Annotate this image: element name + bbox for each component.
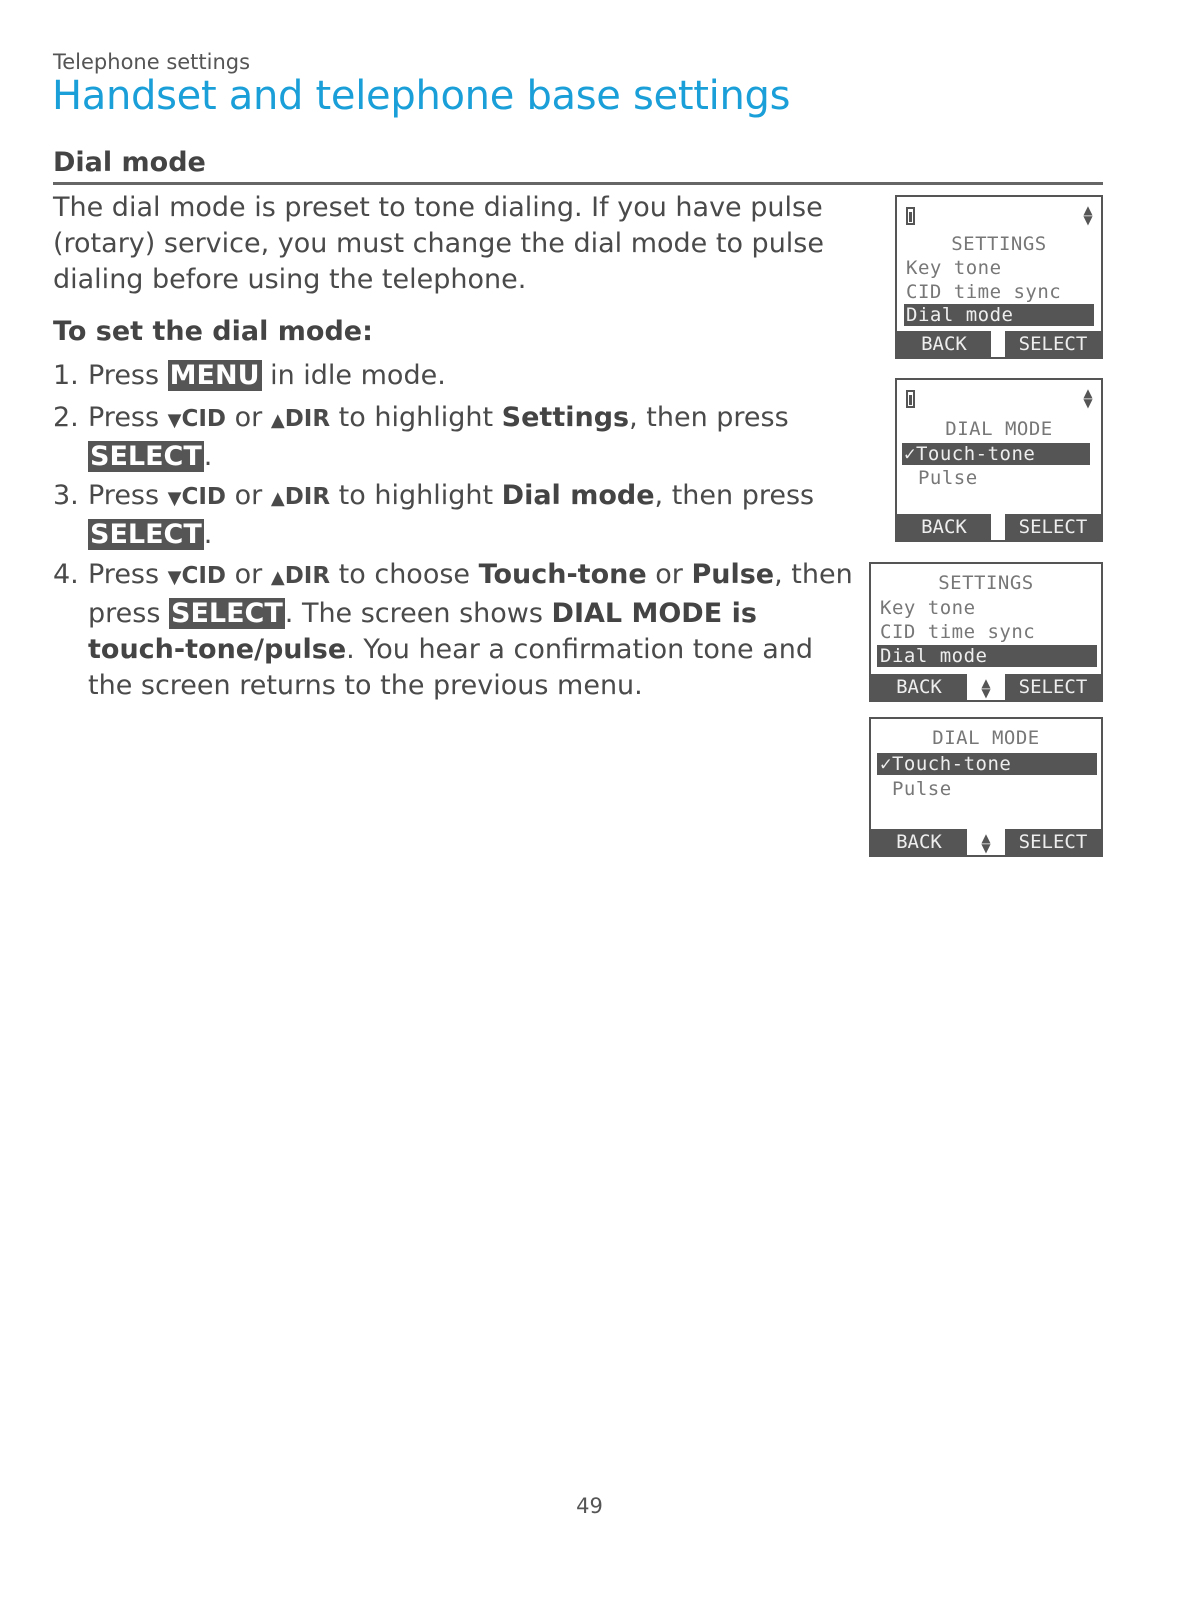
step-text: or [655, 559, 683, 590]
cid-key [168, 484, 226, 510]
screen-title: DIAL MODE [932, 727, 1040, 749]
step-text: or [234, 402, 263, 433]
handset-settings-screen [895, 195, 1103, 359]
select-softkey: SELECT [1005, 829, 1101, 855]
handset-dial-mode-screen [895, 378, 1103, 542]
step-text: , then press [629, 402, 789, 433]
up-arrow-icon: ▲ [270, 488, 285, 509]
step-number: 3. [53, 480, 79, 511]
section-title: Dial mode [53, 147, 206, 178]
down-arrow-icon: ▼ [167, 410, 182, 431]
scroll-arrows-icon: ▲ ▼ [981, 831, 991, 855]
menu-line: Pulse [906, 467, 978, 489]
step-number: 4. [53, 559, 79, 590]
scroll-arrows-icon: ▲ ▼ [1083, 386, 1093, 410]
menu-line-highlighted: ✓Touch-tone [877, 753, 1097, 775]
cid-label: CID [181, 406, 227, 432]
step-text: Press [88, 480, 160, 511]
screen-title: DIAL MODE [945, 418, 1053, 440]
confirmation-message: DIAL MODE is touch-tone/pulse [88, 598, 757, 665]
option-pulse: Pulse [691, 559, 775, 590]
step-text: to highlight [338, 402, 494, 433]
menu-line: CID time sync [906, 281, 1062, 303]
step-text: , then press [88, 559, 853, 629]
cid-label: CID [181, 484, 227, 510]
step-text: to choose [338, 559, 471, 590]
back-softkey: BACK [897, 514, 991, 540]
dir-key [271, 563, 330, 589]
step-text: . You hear a confirmation tone and the screen returns to the previous menu. [88, 634, 813, 701]
dir-label: DIR [284, 563, 331, 589]
step-text: to highlight [338, 480, 494, 511]
select-key: SELECT [90, 441, 202, 472]
menu-line: Pulse [880, 778, 952, 800]
cid-key [168, 563, 226, 589]
menu-line-highlighted: Dial mode [877, 645, 1097, 667]
menu-item-name: Settings [501, 402, 630, 433]
screen-title: SETTINGS [951, 233, 1047, 255]
step-text: or [234, 480, 263, 511]
step-text: , then press [654, 480, 815, 511]
breadcrumb: Telephone settings [53, 50, 251, 74]
softkey-bar [897, 514, 1101, 540]
step-number: 2. [53, 402, 79, 433]
step-text: . The screen shows [284, 598, 543, 629]
battery-icon [906, 207, 915, 225]
step-text: in idle mode. [270, 360, 446, 391]
select-softkey: SELECT [1005, 674, 1101, 700]
scroll-arrows-icon: ▲ ▼ [981, 676, 991, 700]
dir-label: DIR [284, 406, 331, 432]
up-arrow-icon: ▲ [270, 567, 285, 588]
softkey-bar [897, 331, 1101, 357]
step-text: Press [88, 360, 160, 391]
intro-paragraph: The dial mode is preset to tone dialing. If you have pulse (rotary) service, you must change the dial mode to pulse dialing before using the telephone. [53, 192, 824, 295]
section-divider [53, 182, 1103, 185]
down-arrow-icon: ▼ [167, 488, 182, 509]
menu-line-highlighted: ✓Touch-tone [902, 443, 1090, 465]
step-text: . [203, 519, 213, 550]
select-softkey: SELECT [1005, 514, 1101, 540]
menu-key: MENU [169, 360, 260, 391]
base-settings-screen [869, 562, 1103, 702]
page-number: 49 [576, 1494, 603, 1518]
up-arrow-icon: ▲ [270, 410, 285, 431]
scroll-arrows-icon: ▲ ▼ [1083, 203, 1093, 227]
step-number: 1. [53, 360, 79, 391]
page-title: Handset and telephone base settings [52, 73, 791, 119]
menu-line-highlighted: Dial mode [904, 304, 1094, 326]
step-text: Press [88, 402, 160, 433]
menu-line: Key tone [880, 597, 976, 619]
cid-key [168, 406, 226, 432]
dir-key [271, 484, 330, 510]
step-text: Press [88, 559, 160, 590]
softkey-bar [871, 674, 1101, 700]
step-text: or [234, 559, 263, 590]
procedure-title: To set the dial mode: [53, 316, 373, 347]
cid-label: CID [181, 563, 227, 589]
menu-line: Key tone [906, 257, 1002, 279]
menu-item-name: Dial mode [501, 480, 655, 511]
softkey-bar [871, 829, 1101, 855]
down-arrow-icon: ▼ [167, 567, 182, 588]
dir-label: DIR [284, 484, 331, 510]
battery-icon [906, 390, 915, 408]
select-softkey: SELECT [1005, 331, 1101, 357]
step-text: . [203, 441, 213, 472]
option-touch-tone: Touch-tone [478, 559, 647, 590]
back-softkey: BACK [897, 331, 991, 357]
menu-line: CID time sync [880, 621, 1036, 643]
select-key: SELECT [90, 519, 202, 550]
select-key: SELECT [171, 598, 283, 629]
back-softkey: BACK [871, 829, 967, 855]
base-dial-mode-screen [869, 717, 1103, 857]
dir-key [271, 406, 330, 432]
back-softkey: BACK [871, 674, 967, 700]
screen-title: SETTINGS [938, 572, 1034, 594]
